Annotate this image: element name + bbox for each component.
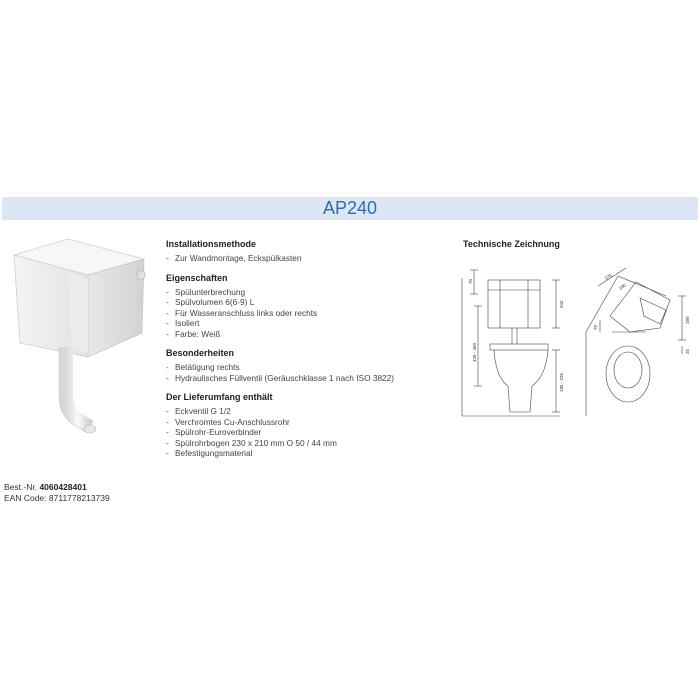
section-properties	[166, 273, 446, 340]
specifications	[166, 239, 446, 468]
list-item: - Spülunterbrechung	[166, 287, 446, 298]
section-heading: Installationsmethode	[166, 239, 257, 249]
section-features	[166, 348, 446, 383]
dim-label: 370	[603, 272, 613, 281]
list-item: - Befestigungsmaterial	[166, 448, 446, 459]
section-heading: Besonderheiten	[166, 348, 235, 358]
list-item: - Spülrohr-Euroverbinder	[166, 427, 446, 438]
dim-label: 280	[685, 316, 690, 324]
dim-label: 428 - 450	[472, 342, 477, 362]
technical-drawing-title: Technische Zeichnung	[463, 239, 560, 249]
order-number-label: Best.-Nr.	[4, 482, 38, 492]
list-item: - Hydraulisches Füllventil (Geräuschklasse 1 nach ISO 3822)	[166, 373, 446, 384]
ean-label: EAN Code:	[4, 493, 47, 503]
list-item: - Spülrohrbogen 230 x 210 mm O 50 / 44 mm	[166, 438, 446, 449]
ean-code: 8711778213739	[48, 493, 110, 503]
dim-label: 185 - 235	[559, 372, 564, 392]
dim-label: 342	[559, 300, 564, 308]
technical-drawing	[460, 266, 696, 431]
dim-label: 70	[593, 324, 598, 330]
section-scope-of-delivery	[166, 392, 446, 459]
dim-label: 180	[617, 282, 627, 291]
ean-row	[4, 493, 110, 504]
section-heading: Der Lieferumfang enthält	[166, 392, 273, 402]
dim-label: 70	[468, 278, 473, 284]
list-item: - Farbe: Weiß	[166, 329, 446, 340]
list-item: - Für Wasseranschluss links oder rechts	[166, 308, 446, 319]
order-number-row	[4, 482, 110, 493]
product-image	[8, 235, 158, 445]
list-item: - Eckventil G 1/2	[166, 406, 446, 417]
dim-label: 25	[685, 348, 690, 354]
section-installation	[166, 239, 446, 264]
list-item: - Betätigung rechts	[166, 362, 446, 373]
title-banner	[2, 197, 698, 220]
list-item: - Verchromtes Cu-Anschlussrohr	[166, 417, 446, 428]
order-number: 4060428401	[39, 482, 87, 492]
list-item: - Spülvolumen 6(6-9) L	[166, 297, 446, 308]
list-item: - Zur Wandmontage, Eckspülkasten	[166, 253, 446, 264]
list-item: - Isoliert	[166, 318, 446, 329]
section-heading: Eigenschaften	[166, 272, 228, 283]
product-codes	[4, 482, 110, 504]
page-title: AP240	[322, 198, 378, 218]
